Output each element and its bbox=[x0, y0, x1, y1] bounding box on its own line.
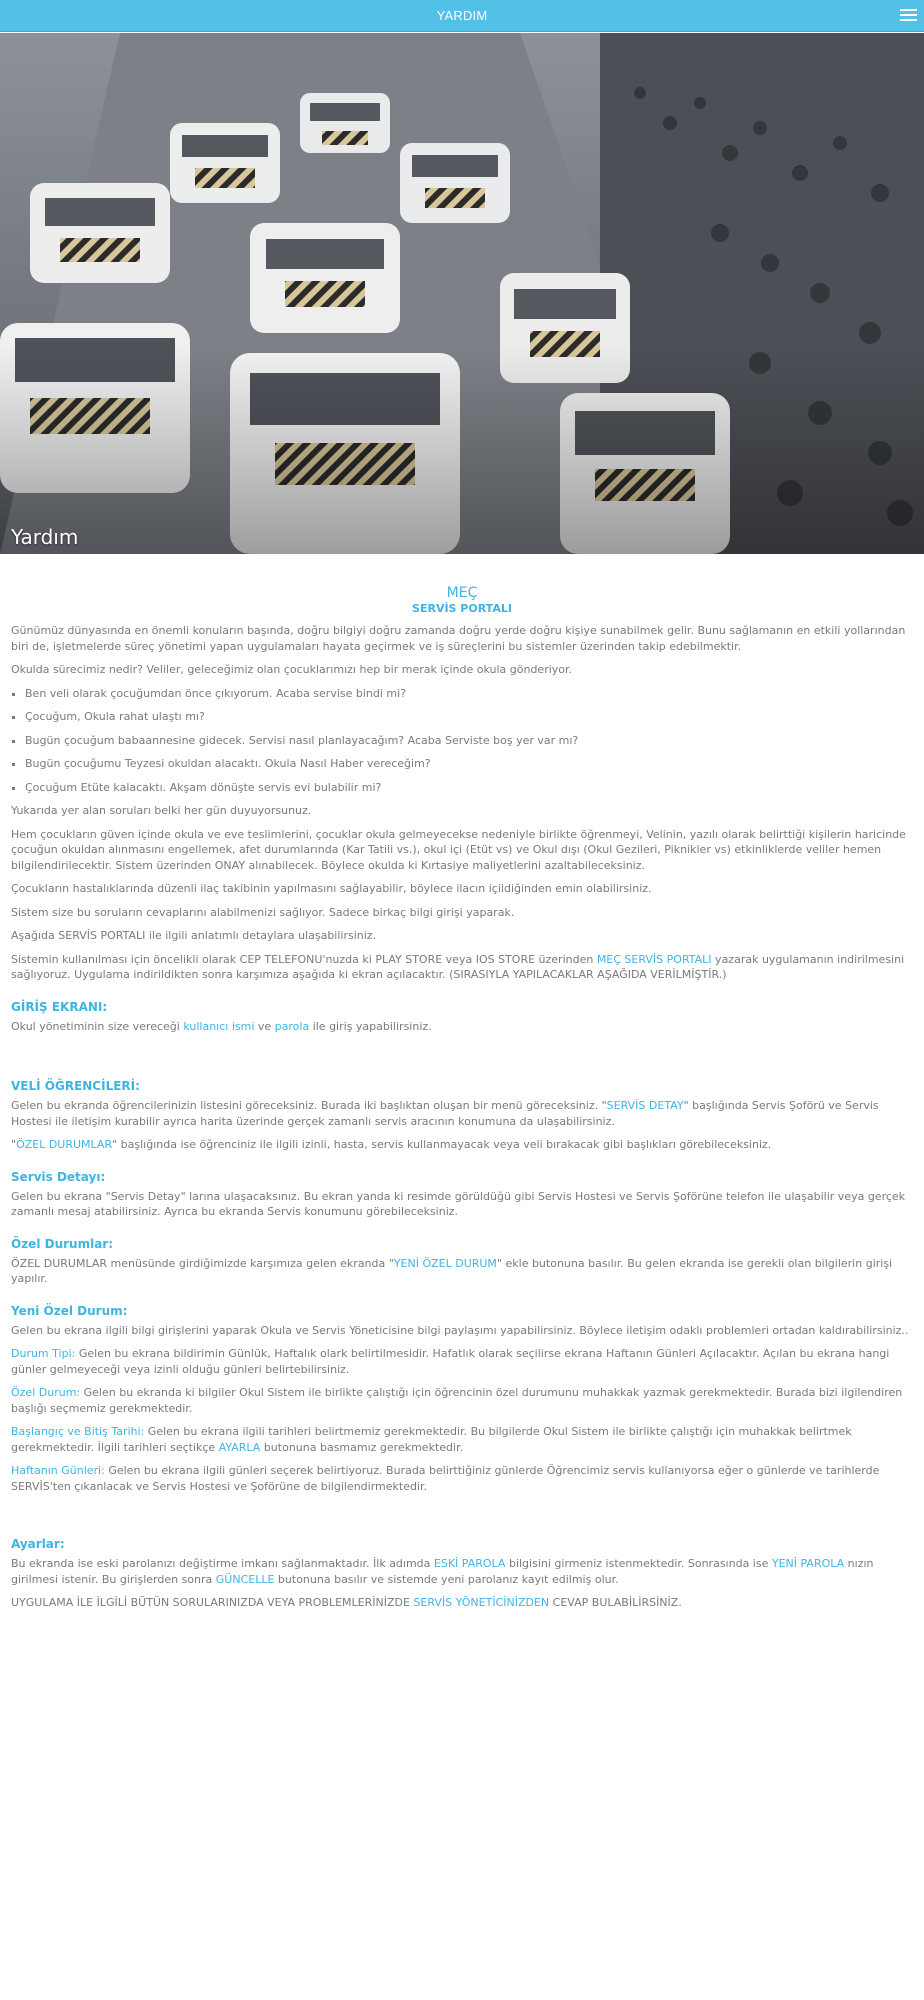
portal-name: SERVİS PORTALI bbox=[412, 602, 512, 615]
intro-paragraph-8 bbox=[11, 952, 913, 983]
hero-image bbox=[0, 33, 924, 554]
hero-photo bbox=[0, 33, 924, 554]
text: UYGULAMA İLE İLGİLİ BÜTÜN SORULARINIZDA VEYA PROBLEMLERİNİZDE bbox=[11, 1596, 414, 1609]
footer-paragraph bbox=[11, 1595, 913, 1611]
service-detail-link[interactable]: SERVİS DETAY bbox=[606, 1099, 684, 1112]
text: Gelen bu ekrana ilgili tarihleri belirtmemiz gerekmektedir. Bu bilgilerde Okul Sistem ile birlikte çalıştığı için muhakkak belirtmek gerekmektedir. İlgili tarihleri seçtikçe bbox=[11, 1425, 852, 1454]
text: Sistemin kullanılması için öncelikli olarak CEP TELEFONU'nuzda ki PLAY STORE veya IOS STORE üzerinden bbox=[11, 952, 597, 966]
text: Bu ekranda ise eski parolanızı değiştirme imkanı sağlanmaktadır. İlk adımda bbox=[11, 1557, 434, 1570]
portal-link[interactable]: MEÇ SERVİS PORTALI bbox=[596, 952, 712, 966]
text: Gelen bu ekrana bildirimin Günlük, Haftalık olark belirtilmesidir. Hafatlık olarak seçilirse ekrana Haftanın Günleri Açılacaktır. Açılan bu ekrana hangi günler gelmeyeceği veya izinli olduğu günleri belirtebilirsiniz. bbox=[11, 1347, 890, 1376]
brand-name: MEÇ bbox=[446, 585, 478, 601]
text: " bbox=[11, 1138, 17, 1151]
service-manager-link[interactable]: SERVİS YÖNETİCİNİZDEN bbox=[413, 1596, 550, 1609]
status-paragraph bbox=[11, 1385, 913, 1416]
settings-paragraph bbox=[11, 1556, 913, 1587]
type-paragraph bbox=[11, 1346, 913, 1377]
hamburger-menu-icon[interactable] bbox=[900, 8, 917, 23]
text: " başlığında ise öğrenciniz ile ilgili izinli, hasta, servis kullanmayacak veya veli bırakacak gibi başlıkları görebileceksiniz. bbox=[112, 1138, 772, 1151]
text: yazarak uygulamanın indirilmesini sağlıyoruz. Uygulama indirildikten sonra karşımıza aşağıda ki ekran açılacaktır. (SIRASIYLA YAPILACAKLAR AŞAĞIDA VERİLMİŞTİR.) bbox=[11, 952, 905, 981]
text: Okul yönetiminin size vereceği bbox=[11, 1019, 184, 1033]
new-special-heading: Yeni Özel Durum: bbox=[11, 1303, 128, 1318]
top-bar bbox=[0, 0, 924, 32]
text: Gelen bu ekranda ki bilgiler Okul Sistem ile birlikte çalıştığı için öğrencinin özel durumunu muhakkak yazmak gerekmektedir. Burada bizi ilgilendiren başlığı seçmemiz gerekmektedir. bbox=[11, 1386, 903, 1415]
intro-paragraph-2: Okulda sürecimiz nedir? Veliler, geleceğimiz olan çocuklarımızı hep bir merak içinde okula gönderiyor. bbox=[11, 663, 573, 676]
text: Gelen bu ekrana ilgili günleri seçerek belirtiyoruz. Burada belirttiğiniz günlerde Öğrencimiz servis kullanıyorsa eğer o günlerde ve tarihlerde SERVİS'ten çıkanlacak ve Servis Hostesi ve Şoförüne de bilgilendirmektedir. bbox=[11, 1464, 880, 1493]
intro-paragraph-6: Sistem size bu soruların cevaplarını alabilmenizi sağlıyor. Sadece birkaç bilgi girişi yaparak. bbox=[11, 905, 515, 919]
question-list bbox=[25, 686, 913, 796]
text: ile giriş yapabilirsiniz. bbox=[309, 1019, 432, 1033]
page-title: YARDIM bbox=[436, 8, 488, 23]
text: butonuna basmamız gerekmektedir. bbox=[260, 1440, 464, 1454]
service-detail-paragraph: Gelen bu ekrana "Servis Detay" larına ulaşacaksınız. Bu ekran yanda ki resimde görüldüğü gibi Servis Hostesi ve Servis Şoförüne telefon ile ulaşabilir veya gerçek zamanlı mesaj atabilirsiniz. Ayrıca bu ekranda Servis konumunu görebileceksiniz. bbox=[11, 1189, 906, 1218]
status-label: Özel Durum: bbox=[11, 1386, 81, 1399]
update-link[interactable]: GÜNCELLE bbox=[215, 1572, 275, 1586]
special-heading: Özel Durumlar: bbox=[11, 1236, 114, 1251]
text: nızın girilmesi istenir. Bu girişlerden sonra bbox=[11, 1557, 874, 1586]
text: ÖZEL DURUMLAR menüsünde girdiğimizde karşımıza gelen ekranda " bbox=[11, 1256, 394, 1270]
text: bilgisini girmeniz istenmektedir. Sonrasında ise bbox=[505, 1557, 772, 1570]
days-paragraph bbox=[11, 1463, 913, 1494]
intro-paragraph-1: Günümüz dünyasında en önemli konuların başında, doğru bilgiyi doğru zamanda doğru yerde doğru kişiye sunabilmek gelir. Bunu sağlamanın en etkili yollarından biri de, işletmelerde süreç yönetimi yapan uygulamaları hayata geçirmek ve iş süreçlerini bu sistemler üzerinden takip edebilmektir. bbox=[11, 624, 906, 653]
text: ve bbox=[254, 1019, 275, 1033]
new-special-link[interactable]: YENİ ÖZEL DURUM bbox=[393, 1256, 497, 1270]
list-item: ▪ Ben veli olarak çocuğumdan önce çıkıyorum. Acaba servise bindi mi? bbox=[25, 686, 913, 702]
date-label: Başlangıç ve Bitiş Tarihi: bbox=[11, 1425, 145, 1438]
text: Gelen bu ekranda öğrencilerinizin listesini göreceksiniz. Burada iki başlıktan oluşan bir menü göreceksiniz. " bbox=[11, 1099, 607, 1112]
hero-title: Yardım bbox=[11, 525, 79, 549]
special-cases-link[interactable]: ÖZEL DURUMLAR bbox=[16, 1138, 113, 1151]
type-label: Durum Tipi: bbox=[11, 1347, 76, 1360]
intro-paragraph-5: Çocukların hastalıklarında düzenli ilaç takibinin yapılmasını sağlayabilir, böylece ilacın içildiğinden emin olabilirsiniz. bbox=[11, 882, 652, 895]
intro-paragraph-3: Yukarıda yer alan soruları belki her gün duyuyorsunuz. bbox=[11, 804, 312, 817]
service-detail-heading: Servis Detayı: bbox=[11, 1169, 106, 1184]
password-link[interactable]: parola bbox=[274, 1019, 310, 1033]
intro-paragraph-4: Hem çocukların güven içinde okula ve eve teslimlerini, çocuklar okula gelmeyecekse nedeniyle birlikte öğrenmeyi, Velinin, yazılı olarak belirttiği kişilerin haricinde çocuğun okuldan alınmasını engellemek, afet durumlarında (Kar Tatili vs.), okul içi (Etüt vs) ve Okul dışı (Okul Gezileri, Piknikler vs) etkinliklerde veliler hemen bilgilendirilecektir. Sistem üzerinden ONAY alınabilecek. Böylece okulda ki Kırtasiye maliyetlerini azaltabileceksiniz. bbox=[11, 827, 906, 872]
username-link[interactable]: kullanıcı ismi bbox=[183, 1019, 255, 1033]
days-label: Haftanın Günleri: bbox=[11, 1464, 105, 1477]
list-item: ▪ Çocuğum Etüte kalacaktı. Akşam dönüşte servis evi bulabilir mi? bbox=[25, 780, 913, 796]
login-heading: GİRİŞ EKRANI: bbox=[11, 999, 108, 1014]
new-special-paragraph-1: Gelen bu ekrana ilgili bilgi girişlerini yaparak Okula ve Servis Yöneticisine bilgi paylaşımı yapabilirsiniz. Böylece iletişim odaklı problemleri ortadan kaldırabilirsiniz.. bbox=[11, 1323, 909, 1337]
list-item: ▪ Bugün çocuğum babaannesine gidecek. Servisi nasıl planlayacağım? Acaba Serviste boş yer var mı? bbox=[25, 733, 913, 749]
text: " ekle butonuna basılır. Bu gelen ekranda ise gerekli olan bilgilerin girişi yapılır. bbox=[11, 1256, 893, 1285]
text: butonuna basılır ve sistemde yeni parolanız kayıt edilmiş olur. bbox=[274, 1572, 619, 1586]
intro-paragraph-7: Aşağıda SERVİS PORTALI ile ilgili anlatımlı detaylara ulaşabilirsiniz. bbox=[11, 929, 377, 942]
help-content bbox=[11, 585, 913, 1619]
new-password-link[interactable]: YENİ PAROLA bbox=[771, 1557, 845, 1570]
list-item: ▪ Çocuğum, Okula rahat ulaştı mı? bbox=[25, 709, 913, 725]
date-paragraph bbox=[11, 1424, 913, 1455]
students-heading: VELİ ÖĞRENCİLERİ: bbox=[11, 1079, 140, 1093]
settings-heading: Ayarlar: bbox=[11, 1537, 65, 1551]
login-paragraph bbox=[11, 1019, 913, 1035]
text: CEVAP BULABİLİRSİNİZ. bbox=[549, 1596, 682, 1609]
old-password-link[interactable]: ESKİ PAROLA bbox=[433, 1557, 506, 1570]
text: " başlığında Servis Şoförü ve Servis Hostesi ile iletişim kurabilir ayrıca harita üzerinde gerçek zamanlı servis aracının konumuna da ulaşabilirsiniz. bbox=[11, 1099, 879, 1128]
students-paragraph-2 bbox=[11, 1137, 913, 1153]
list-item: ▪ Bugün çocuğumu Teyzesi okuldan alacaktı. Okula Nasıl Haber vereceğim? bbox=[25, 756, 913, 772]
set-link[interactable]: AYARLA bbox=[218, 1440, 261, 1454]
students-paragraph-1 bbox=[11, 1098, 913, 1129]
special-paragraph bbox=[11, 1256, 913, 1287]
